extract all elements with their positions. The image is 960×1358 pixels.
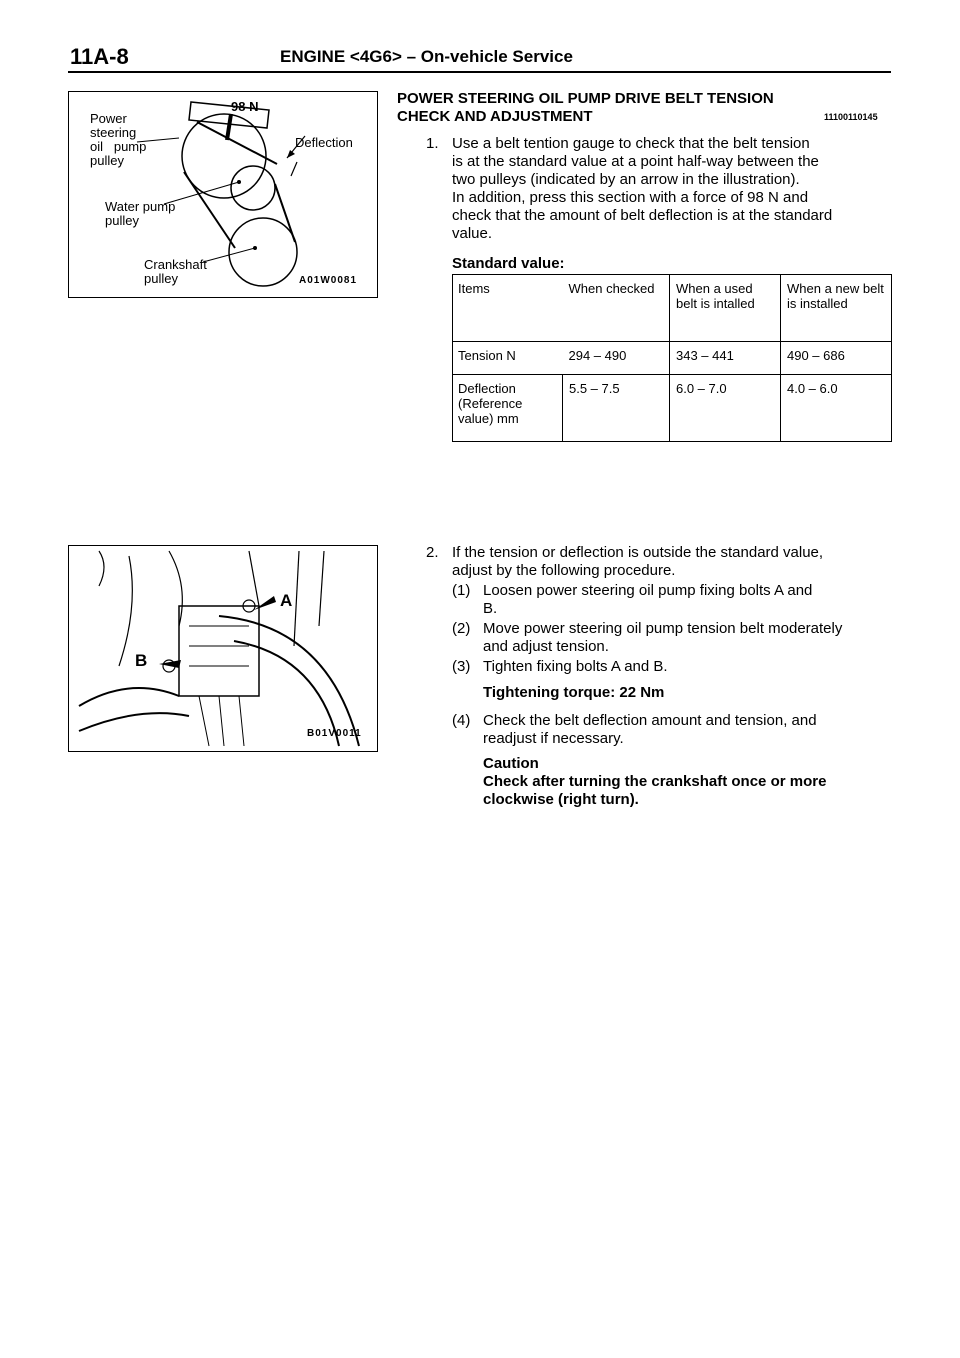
substep-number: (2): [452, 620, 471, 637]
fixing-bolts-illustration: [69, 546, 377, 751]
step1-line: is at the standard value at a point half-way between the: [452, 153, 819, 170]
table-header-row: [452, 275, 892, 342]
substep-text: [483, 658, 895, 676]
substep-line: Loosen power steering oil pump fixing bolts A and: [483, 582, 813, 599]
caution-line: Check after turning the crankshaft once or more: [483, 773, 827, 790]
water-pump-label-1: Water pump: [105, 199, 176, 214]
crankshaft-label-2: pulley: [144, 271, 178, 286]
table-row: [452, 375, 892, 442]
section-title: [397, 90, 774, 126]
substep-text: [483, 620, 895, 656]
crankshaft-label-1: Crankshaft: [144, 257, 207, 272]
step2-number: 2.: [426, 544, 439, 561]
deflection-label: Deflection: [295, 135, 353, 150]
substep-text: [483, 712, 895, 748]
belt-diagram-figure: [68, 91, 378, 298]
section-title-line2: CHECK AND ADJUSTMENT: [397, 108, 593, 125]
substep-line: readjust if necessary.: [483, 730, 624, 747]
section-code: 11100110145: [824, 112, 878, 122]
substep-text: [483, 582, 895, 618]
figure2-code: B01V0011: [307, 728, 362, 739]
table-cell: Deflection (Reference value) mm: [452, 375, 563, 442]
fixing-bolts-figure: [68, 545, 378, 752]
step1-number: 1.: [426, 135, 439, 152]
ps-pulley-label-1: Power: [90, 111, 127, 126]
standard-value-label: Standard value:: [452, 255, 565, 272]
table-header-cell: Items: [452, 275, 563, 342]
table-cell: 343 – 441: [670, 342, 781, 375]
bolt-a-label: A: [280, 591, 293, 610]
step2-line: If the tension or deflection is outside the standard value,: [452, 544, 824, 561]
step1-line: check that the amount of belt deflection is at the standard: [452, 207, 833, 224]
table-header-cell: When a used belt is intalled: [670, 275, 781, 342]
table-cell: 6.0 – 7.0: [670, 375, 781, 442]
header-rule: [68, 71, 891, 73]
section-title-line1: POWER STEERING OIL PUMP DRIVE BELT TENSION: [397, 90, 774, 107]
step1-line: two pulleys (indicated by an arrow in the illustration).: [452, 171, 800, 188]
table-cell: 4.0 – 6.0: [781, 375, 893, 442]
step2-line: adjust by the following procedure.: [452, 562, 676, 579]
table-header-cell: When a new belt is installed: [781, 275, 893, 342]
substep-line: Tighten fixing bolts A and B.: [483, 658, 668, 675]
page-title: ENGINE <4G6> – On-vehicle Service: [280, 47, 573, 66]
substep-line: Check the belt deflection amount and tension, and: [483, 712, 817, 729]
substep-line: Move power steering oil pump tension belt moderately: [483, 620, 843, 637]
table-cell: 294 – 490: [563, 342, 670, 375]
table-row: [452, 342, 892, 375]
caution-line: clockwise (right turn).: [483, 791, 639, 808]
table-frame-right: [891, 274, 892, 442]
substep-number: (4): [452, 712, 471, 729]
force-label: 98 N: [231, 99, 259, 114]
table-cell: Tension N: [452, 342, 563, 375]
table-cell: 490 – 686: [781, 342, 893, 375]
table-frame-left: [452, 274, 453, 442]
ps-pulley-label-2: steering: [90, 125, 137, 140]
substep-number: (1): [452, 582, 471, 599]
table-cell: 5.5 – 7.5: [563, 375, 670, 442]
bolt-b-label: B: [135, 651, 148, 670]
spec-table: [452, 274, 892, 442]
ps-pulley-label-4: pulley: [90, 153, 124, 168]
caution-title: Caution: [483, 755, 539, 772]
step2-text: [452, 544, 894, 580]
caution-block: [483, 755, 895, 809]
step1-text: [452, 135, 894, 243]
substep-line: B.: [483, 600, 498, 617]
torque-spec: Tightening torque: 22 Nm: [483, 684, 665, 701]
substep-number: (3): [452, 658, 471, 675]
substep-line: and adjust tension.: [483, 638, 609, 655]
step1-line: value.: [452, 225, 493, 242]
ps-pulley-label-3: oil pump: [90, 139, 147, 154]
page-number: 11A-8: [70, 44, 129, 69]
figure1-code: A01W0081: [299, 275, 358, 286]
step1-line: Use a belt tention gauge to check that the belt tension: [452, 135, 810, 152]
table-header-cell: When checked: [563, 275, 670, 342]
step1-line: In addition, press this section with a force of 98 N and: [452, 189, 809, 206]
water-pump-label-2: pulley: [105, 213, 139, 228]
